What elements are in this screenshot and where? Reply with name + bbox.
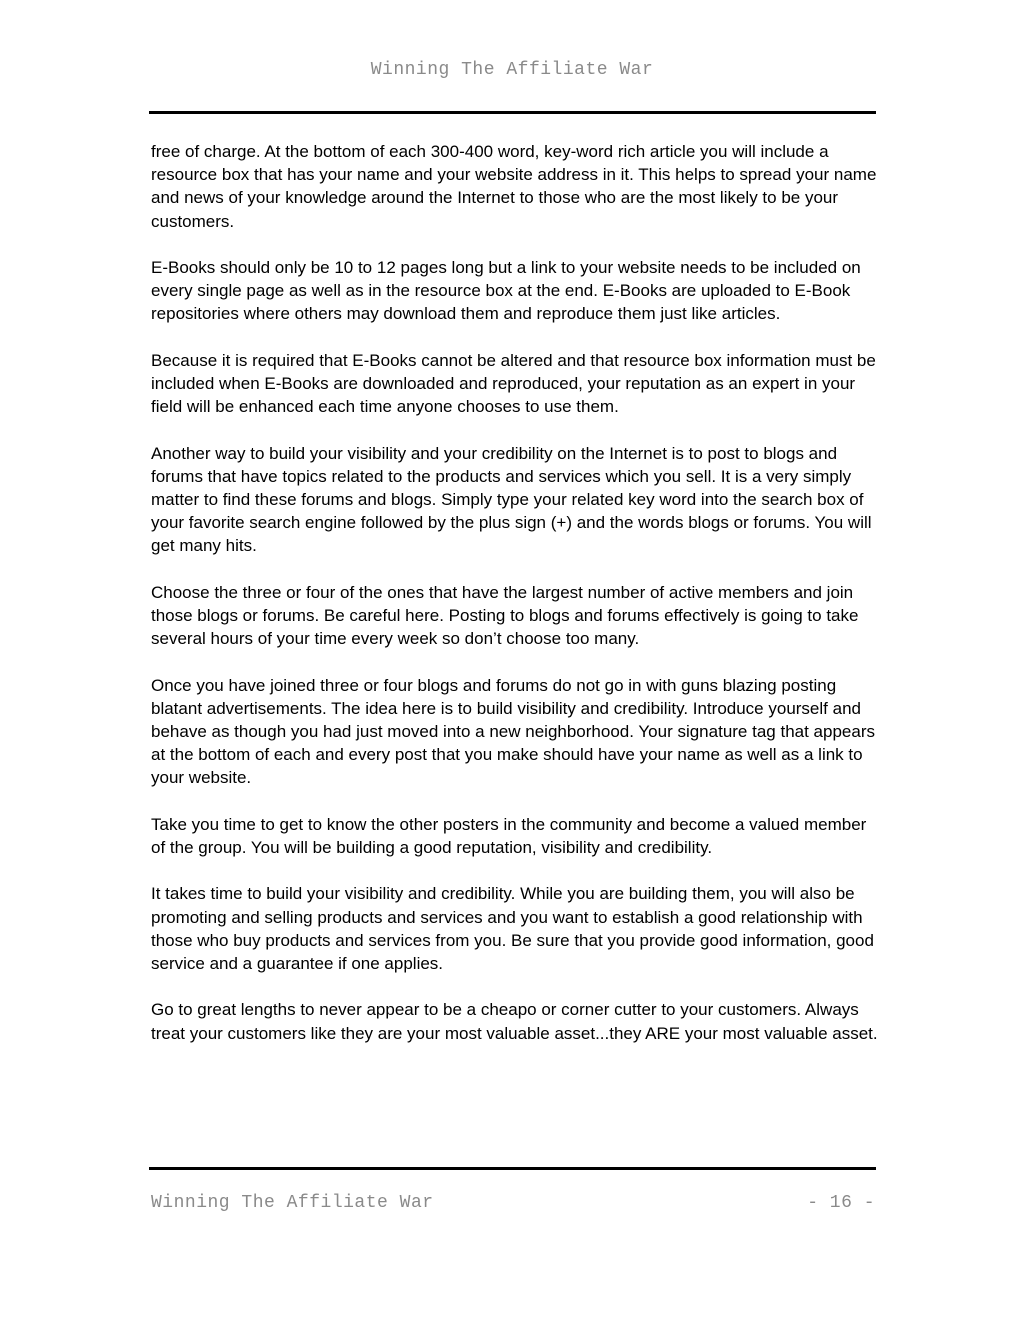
footer-title: Winning The Affiliate War xyxy=(151,1193,434,1213)
paragraph: Because it is required that E-Books cannot be altered and that resource box information must be included when E-Books are downloaded and reproduced, your reputation as an expert in your field will be enhanced each time anyone chooses to use them. xyxy=(151,350,876,417)
paragraph: Go to great lengths to never appear to be a cheapo or corner cutter to your customers. Always treat your customers like they are your most valuable asset...they ARE your most valuable asset. xyxy=(151,1000,878,1043)
header-divider xyxy=(149,111,876,114)
paragraph: Take you time to get to know the other posters in the community and become a valued member of the group. You will be building a good reputation, visibility and credibility. xyxy=(151,814,867,857)
paragraph: free of charge. At the bottom of each 300-400 word, key-word rich article you will include a resource box that has your name and your website address in it. This helps to spread your name and news of your knowledge around the Internet to those who are the most likely to be your customers. xyxy=(151,142,877,231)
paragraph: Once you have joined three or four blogs and forums do not go in with guns blazing posting blatant advertisements. The idea here is to build visibility and credibility. Introduce yourself and behave as though you had just moved into a new neighborhood. Your signature tag that appears at the bottom of each and every post that you make should have your name as well as a link to your website. xyxy=(151,675,875,788)
footer-divider xyxy=(149,1167,876,1170)
document-body xyxy=(151,140,879,1068)
paragraph: E-Books should only be 10 to 12 pages long but a link to your website needs to be included on every single page as well as in the resource box at the end. E-Books are uploaded to E-Book repositories where others may download them and reproduce them just like articles. xyxy=(151,258,861,324)
page-header-title: Winning The Affiliate War xyxy=(370,60,654,80)
page-number: - 16 - xyxy=(807,1193,875,1213)
paragraph: It takes time to build your visibility and credibility. While you are building them, you will also be promoting and selling products and services and you want to establish a good relationship with those who buy products and services from you. Be sure that you provide good information, good service and a guarantee if one applies. xyxy=(151,884,874,973)
paragraph: Another way to build your visibility and your credibility on the Internet is to post to blogs and forums that have topics related to the products and services which you sell. It is a very simply matter to find these forums and blogs. Simply type your related key word into the search box of your favorite search engine followed by the plus sign (+) and the words blogs or forums. You will get many hits. xyxy=(151,443,872,556)
paragraph: Choose the three or four of the ones that have the largest number of active members and join those blogs or forums. Be careful here. Posting to blogs and forums effectively is going to take several hours of your time every week so don’t choose too many. xyxy=(151,582,859,649)
